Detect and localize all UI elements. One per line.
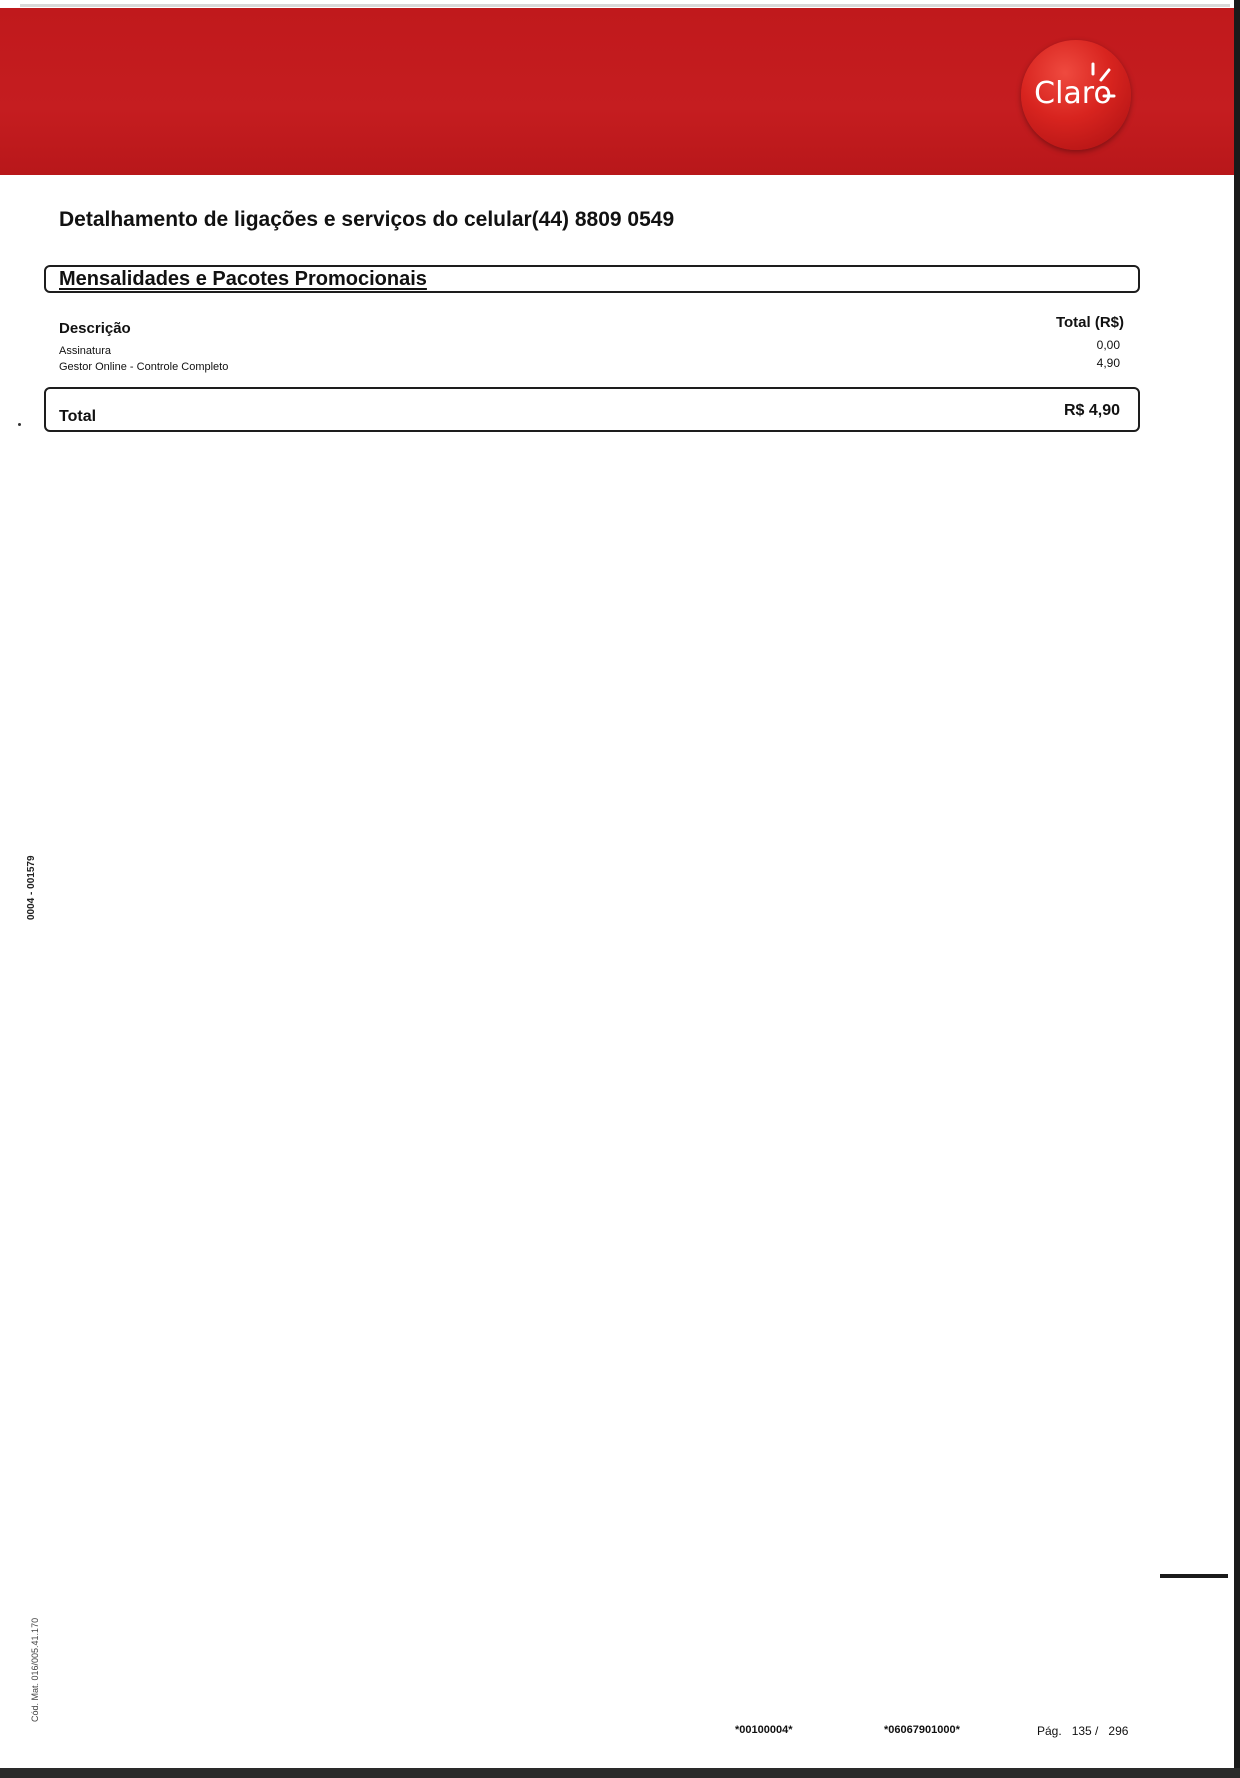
line-item-value: 4,90 <box>1096 356 1120 370</box>
section-title: Mensalidades e Pacotes Promocionais <box>59 268 427 290</box>
logo-text: Claro <box>1034 76 1112 111</box>
page-edge-right <box>1234 0 1240 1778</box>
total-value: R$ 4,90 <box>1063 402 1120 419</box>
line-item-description: Gestor Online - Controle Completo <box>59 361 229 373</box>
claro-logo <box>1021 40 1131 150</box>
header-band <box>0 8 1236 175</box>
line-item-value: 0,00 <box>1096 338 1120 352</box>
page-indicator <box>1037 1724 1138 1738</box>
total-box <box>44 387 1140 432</box>
footer-code-1: *00100004* <box>735 1724 793 1736</box>
dot-mark <box>18 423 21 426</box>
page-label: Pág. <box>1037 1724 1062 1738</box>
section-header-box <box>44 265 1140 293</box>
description-column-header: Descrição <box>59 320 131 337</box>
right-margin-dash <box>1160 1574 1228 1578</box>
page-total: 296 <box>1108 1724 1129 1738</box>
total-label: Total <box>59 408 97 425</box>
footer-code-2: *06067901000* <box>884 1724 960 1736</box>
page-edge-bottom <box>0 1768 1240 1778</box>
top-rule <box>20 4 1230 7</box>
logo-rays-icon <box>1083 60 1123 120</box>
side-code: 0004 - 001579 <box>26 855 37 920</box>
document-title: Detalhamento de ligações e serviços do celular(44) 8809 0549 <box>59 208 675 231</box>
page-number: 135 / <box>1071 1724 1099 1738</box>
line-item-description: Assinatura <box>59 345 111 357</box>
material-code: Cód. Mat. 016/005.41.170 <box>30 1617 40 1722</box>
total-column-header: Total (R$) <box>1055 314 1124 331</box>
